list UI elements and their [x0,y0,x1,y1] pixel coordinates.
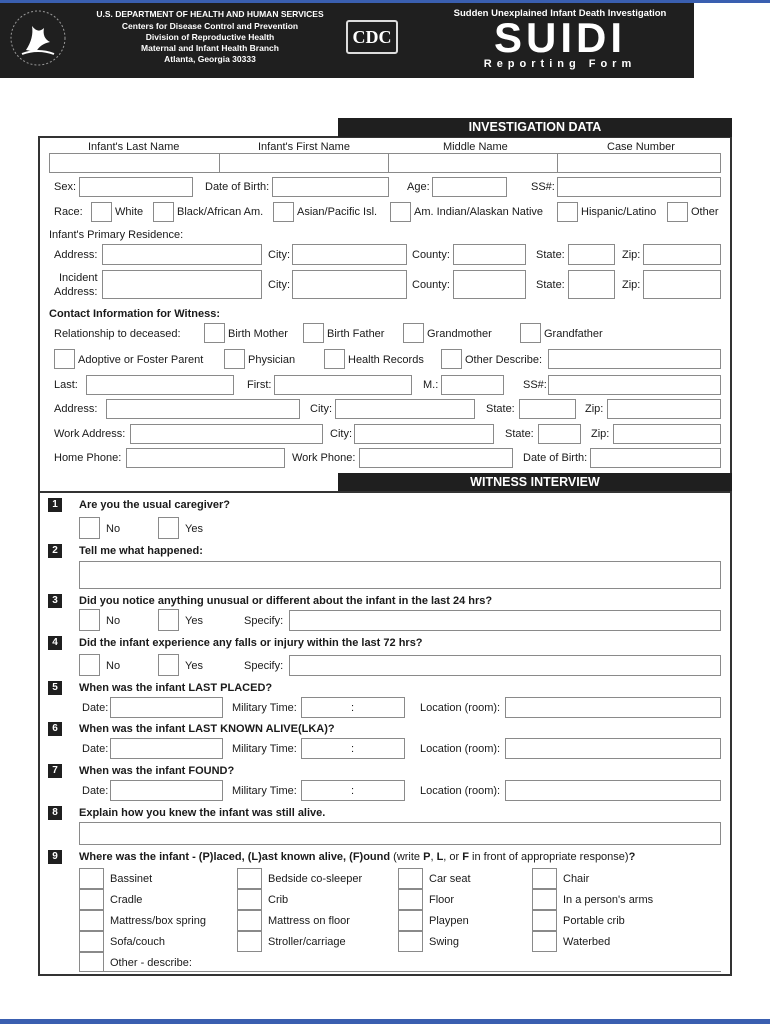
race-indian-label: Am. Indian/Alaskan Native [414,206,544,218]
dob-label: Date of Birth: [205,181,270,193]
rel-health-records-checkbox[interactable] [324,349,345,369]
place-bassinet-box[interactable] [79,868,104,889]
sex-label: Sex: [54,181,77,193]
witness-address-field[interactable] [106,399,300,419]
rel-physician-checkbox[interactable] [224,349,245,369]
witness-dob-label: Date of Birth: [523,452,588,464]
place-sofa-label: Sofa/couch [110,936,166,948]
witness-state-label: State: [486,403,515,415]
q7-date-field[interactable] [110,780,223,801]
interview-divider [38,491,732,493]
rel-birth-mother-checkbox[interactable] [204,323,225,343]
place-cosleeper-box[interactable] [237,868,262,889]
place-floor-box[interactable] [398,889,423,910]
q5-location-field[interactable] [505,697,721,718]
place-chair-label: Chair [563,873,590,885]
q9-note-b: , [430,851,437,863]
q1-no-checkbox[interactable] [79,517,100,539]
rel-adoptive-checkbox[interactable] [54,349,75,369]
q3-yes-checkbox[interactable] [158,609,179,631]
q4-yes-label: Yes [185,660,203,672]
witness-ss-label: SS#: [523,379,547,391]
race-indian-checkbox[interactable] [390,202,411,222]
place-stroller-box[interactable] [237,931,262,952]
race-hispanic-checkbox[interactable] [557,202,578,222]
q9-note-p: P [423,851,431,863]
q1-yes-label: Yes [185,523,203,535]
rel-physician-label: Physician [248,354,296,366]
infant-first-name-field[interactable] [219,153,389,173]
form-tag: Reporting Form [483,58,637,70]
race-black-checkbox[interactable] [153,202,174,222]
infant-last-name-field[interactable] [49,153,220,173]
q5-time-label: Military Time: [232,702,297,714]
race-hispanic-label: Hispanic/Latino [581,206,657,218]
place-sofa-box[interactable] [79,931,104,952]
witness-dob-field[interactable] [590,448,721,468]
ss-label: SS#: [531,181,555,193]
place-playpen-box[interactable] [398,910,423,931]
work-city-label: City: [330,428,352,440]
work-address-field[interactable] [130,424,323,444]
q6-date-label: Date: [82,743,109,755]
residence-zip-label: Zip: [622,249,641,261]
q3-no-label: No [106,615,121,627]
q5-date-label: Date: [82,702,109,714]
q1-text: Are you the usual caregiver? [79,499,230,511]
hhs-seal-icon [8,8,68,68]
race-white-label: White [115,206,144,218]
q7-text: When was the infant FOUND? [79,765,235,777]
q4-no-checkbox[interactable] [79,654,100,676]
rel-health-records-label: Health Records [348,354,424,366]
incident-zip-field[interactable] [643,270,721,299]
q2-text: Tell me what happened: [79,545,203,557]
q9-qmark: ? [628,851,636,863]
division-name: Division of Reproductive Health [145,32,275,42]
age-label: Age: [407,181,430,193]
dob-field[interactable] [272,177,389,197]
place-playpen-label: Playpen [429,915,469,927]
rel-other-checkbox[interactable] [441,349,462,369]
incident-county-field[interactable] [453,270,526,299]
q4-specify-field[interactable] [289,655,721,676]
place-waterbed-box[interactable] [532,931,557,952]
witness-first-field[interactable] [274,375,412,395]
work-city-field[interactable] [354,424,494,444]
residence-county-field[interactable] [453,244,526,265]
residence-city-label: City: [268,249,290,261]
q5-date-field[interactable] [110,697,223,718]
q9-note-f: F [462,851,469,863]
incident-address-label: Address: [54,286,98,298]
q2-answer-field[interactable] [79,561,721,589]
q4-text: Did the infant experience any falls or injury within the last 72 hrs? [79,637,423,649]
place-other-label: Other - describe: [110,957,192,969]
q9-number: 9 [48,850,62,864]
home-phone-field[interactable] [126,448,285,468]
incident-county-label: County: [412,279,450,291]
age-field[interactable] [432,177,507,197]
witness-mi-label: M.: [423,379,439,391]
incident-state-field[interactable] [568,270,615,299]
q4-specify-label: Specify: [244,660,284,672]
q1-number: 1 [48,498,62,512]
col-first-name: Infant's First Name [258,141,350,153]
q5-number: 5 [48,681,62,695]
place-chair-box[interactable] [532,868,557,889]
place-stroller-label: Stroller/carriage [268,936,346,948]
incident-label: Incident [59,272,98,284]
q9-note-c: , or [443,851,463,863]
work-phone-field[interactable] [359,448,513,468]
rel-birth-mother-label: Birth Mother [228,328,288,340]
q3-specify-field[interactable] [289,610,721,631]
q9-text [79,851,635,863]
middle-name-field[interactable] [388,153,558,173]
q7-number: 7 [48,764,62,778]
agency-address: Atlanta, Georgia 30333 [164,54,256,64]
place-floor-label: Floor [429,894,455,906]
sex-field[interactable] [79,177,193,197]
cdc-name: Centers for Disease Control and Prevention [121,21,299,31]
residence-address-label: Address: [54,249,98,261]
rel-other-label: Other Describe: [465,354,543,366]
q4-number: 4 [48,636,62,650]
residence-state-field[interactable] [568,244,615,265]
witness-ss-field[interactable] [548,375,721,395]
q4-yes-checkbox[interactable] [158,654,179,676]
form-subtitle: Sudden Unexplained Infant Death Investigation [453,8,667,19]
place-mattress-floor-box[interactable] [237,910,262,931]
place-mattress-box[interactable] [79,910,104,931]
residence-label: Infant's Primary Residence: [49,229,184,241]
q9-note-l: L [436,851,444,863]
residence-county-label: County: [412,249,450,261]
race-black-label: Black/African Am. [177,206,264,218]
witness-state-field[interactable] [519,399,576,419]
place-portable-crib-label: Portable crib [563,915,625,927]
q9-note-d: in front of appropriate response) [468,851,629,863]
residence-zip-field[interactable] [643,244,721,265]
incident-address-field[interactable] [102,270,262,299]
witness-last-field[interactable] [86,375,234,395]
home-phone-label: Home Phone: [54,452,122,464]
race-other-checkbox[interactable] [667,202,688,222]
place-other-describe-line[interactable] [104,971,721,972]
q6-number: 6 [48,722,62,736]
work-zip-field[interactable] [613,424,721,444]
witness-zip-label: Zip: [585,403,604,415]
rel-grandfather-label: Grandfather [544,328,603,340]
race-label: Race: [54,206,83,218]
q9-text-note [390,851,628,863]
place-arms-box[interactable] [532,889,557,910]
dept-name: U.S. DEPARTMENT OF HEALTH AND HUMAN SERVICES [96,9,324,19]
rel-adoptive-label: Adoptive or Foster Parent [78,354,204,366]
q3-yes-label: Yes [185,615,203,627]
q8-number: 8 [48,806,62,820]
q6-text: When was the infant LAST KNOWN ALIVE(LKA)? [79,723,335,735]
place-arms-label: In a person's arms [563,894,654,906]
q4-no-label: No [106,660,121,672]
incident-zip-label: Zip: [622,279,641,291]
case-number-field[interactable] [557,153,721,173]
investigation-section-title: INVESTIGATION DATA [338,118,732,137]
rel-grandfather-checkbox[interactable] [520,323,541,343]
q7-time-colon: : [351,785,355,797]
witness-mi-field[interactable] [441,375,504,395]
q5-time-colon: : [351,702,355,714]
witness-address-label: Address: [54,403,98,415]
residence-city-field[interactable] [292,244,407,265]
work-address-label: Work Address: [54,428,126,440]
q3-specify-label: Specify: [244,615,284,627]
q6-time-label: Military Time: [232,743,297,755]
col-middle-name: Middle Name [443,141,508,153]
place-mattress-floor-label: Mattress on floor [268,915,350,927]
place-cradle-box[interactable] [79,889,104,910]
header-top-rule [0,0,770,3]
race-asian-label: Asian/Pacific Isl. [297,206,378,218]
race-asian-checkbox[interactable] [273,202,294,222]
q2-number: 2 [48,544,62,558]
q7-time-label: Military Time: [232,785,297,797]
place-crib-box[interactable] [237,889,262,910]
q5-location-label: Location (room): [420,702,501,714]
place-swing-box[interactable] [398,931,423,952]
place-waterbed-label: Waterbed [563,936,611,948]
q3-number: 3 [48,594,62,608]
ss-field[interactable] [557,177,721,197]
residence-state-label: State: [536,249,565,261]
rel-birth-father-checkbox[interactable] [303,323,324,343]
place-cosleeper-label: Bedside co-sleeper [268,873,363,885]
place-bassinet-label: Bassinet [110,873,153,885]
q7-location-field[interactable] [505,780,721,801]
place-mattress-label: Mattress/box spring [110,915,206,927]
work-state-field[interactable] [538,424,581,444]
place-carseat-box[interactable] [398,868,423,889]
work-state-label: State: [505,428,534,440]
witness-first-label: First: [247,379,272,391]
q6-location-label: Location (room): [420,743,501,755]
place-portable-crib-box[interactable] [532,910,557,931]
interview-section-title: WITNESS INTERVIEW [338,473,732,492]
place-crib-label: Crib [268,894,289,906]
q9-note-a: (write [390,851,424,863]
q9-text-main: Where was the infant - (P)laced, (L)ast known alive, (F)ound [79,851,391,863]
form-title: SUIDI [493,14,626,61]
incident-city-field[interactable] [292,270,407,299]
place-swing-label: Swing [429,936,459,948]
q7-date-label: Date: [82,785,109,797]
q3-text: Did you notice anything unusual or different about the infant in the last 24 hrs? [79,595,493,607]
q6-location-field[interactable] [505,738,721,759]
col-last-name: Infant's Last Name [88,141,180,153]
witness-zip-field[interactable] [607,399,721,419]
rel-other-describe-field[interactable] [548,349,721,369]
witness-contact-title: Contact Information for Witness: [49,308,221,320]
rel-grandmother-checkbox[interactable] [403,323,424,343]
branch-name: Maternal and Infant Health Branch [141,43,279,53]
header-bottom-rule [0,1019,770,1024]
q6-time-colon: : [351,743,355,755]
q1-no-label: No [106,523,121,535]
place-other-box[interactable] [79,952,104,972]
q1-yes-checkbox[interactable] [158,517,179,539]
relationship-label: Relationship to deceased: [54,328,181,340]
q8-text: Explain how you knew the infant was still alive. [79,807,326,819]
q3-no-checkbox[interactable] [79,609,100,631]
form-header [0,0,694,78]
q8-answer-field[interactable] [79,822,721,845]
race-white-checkbox[interactable] [91,202,112,222]
incident-state-label: State: [536,279,565,291]
place-cradle-label: Cradle [110,894,143,906]
q7-location-label: Location (room): [420,785,501,797]
q5-text: When was the infant LAST PLACED? [79,682,273,694]
residence-address-field[interactable] [102,244,262,265]
rel-birth-father-label: Birth Father [327,328,385,340]
witness-city-label: City: [310,403,332,415]
col-case-number: Case Number [607,141,675,153]
witness-last-label: Last: [54,379,78,391]
race-other-label: Other [691,206,719,218]
work-zip-label: Zip: [591,428,610,440]
rel-grandmother-label: Grandmother [427,328,492,340]
cdc-logo: CDC [346,20,398,54]
witness-city-field[interactable] [335,399,475,419]
work-phone-label: Work Phone: [292,452,356,464]
incident-city-label: City: [268,279,290,291]
place-carseat-label: Car seat [429,873,471,885]
q6-date-field[interactable] [110,738,223,759]
